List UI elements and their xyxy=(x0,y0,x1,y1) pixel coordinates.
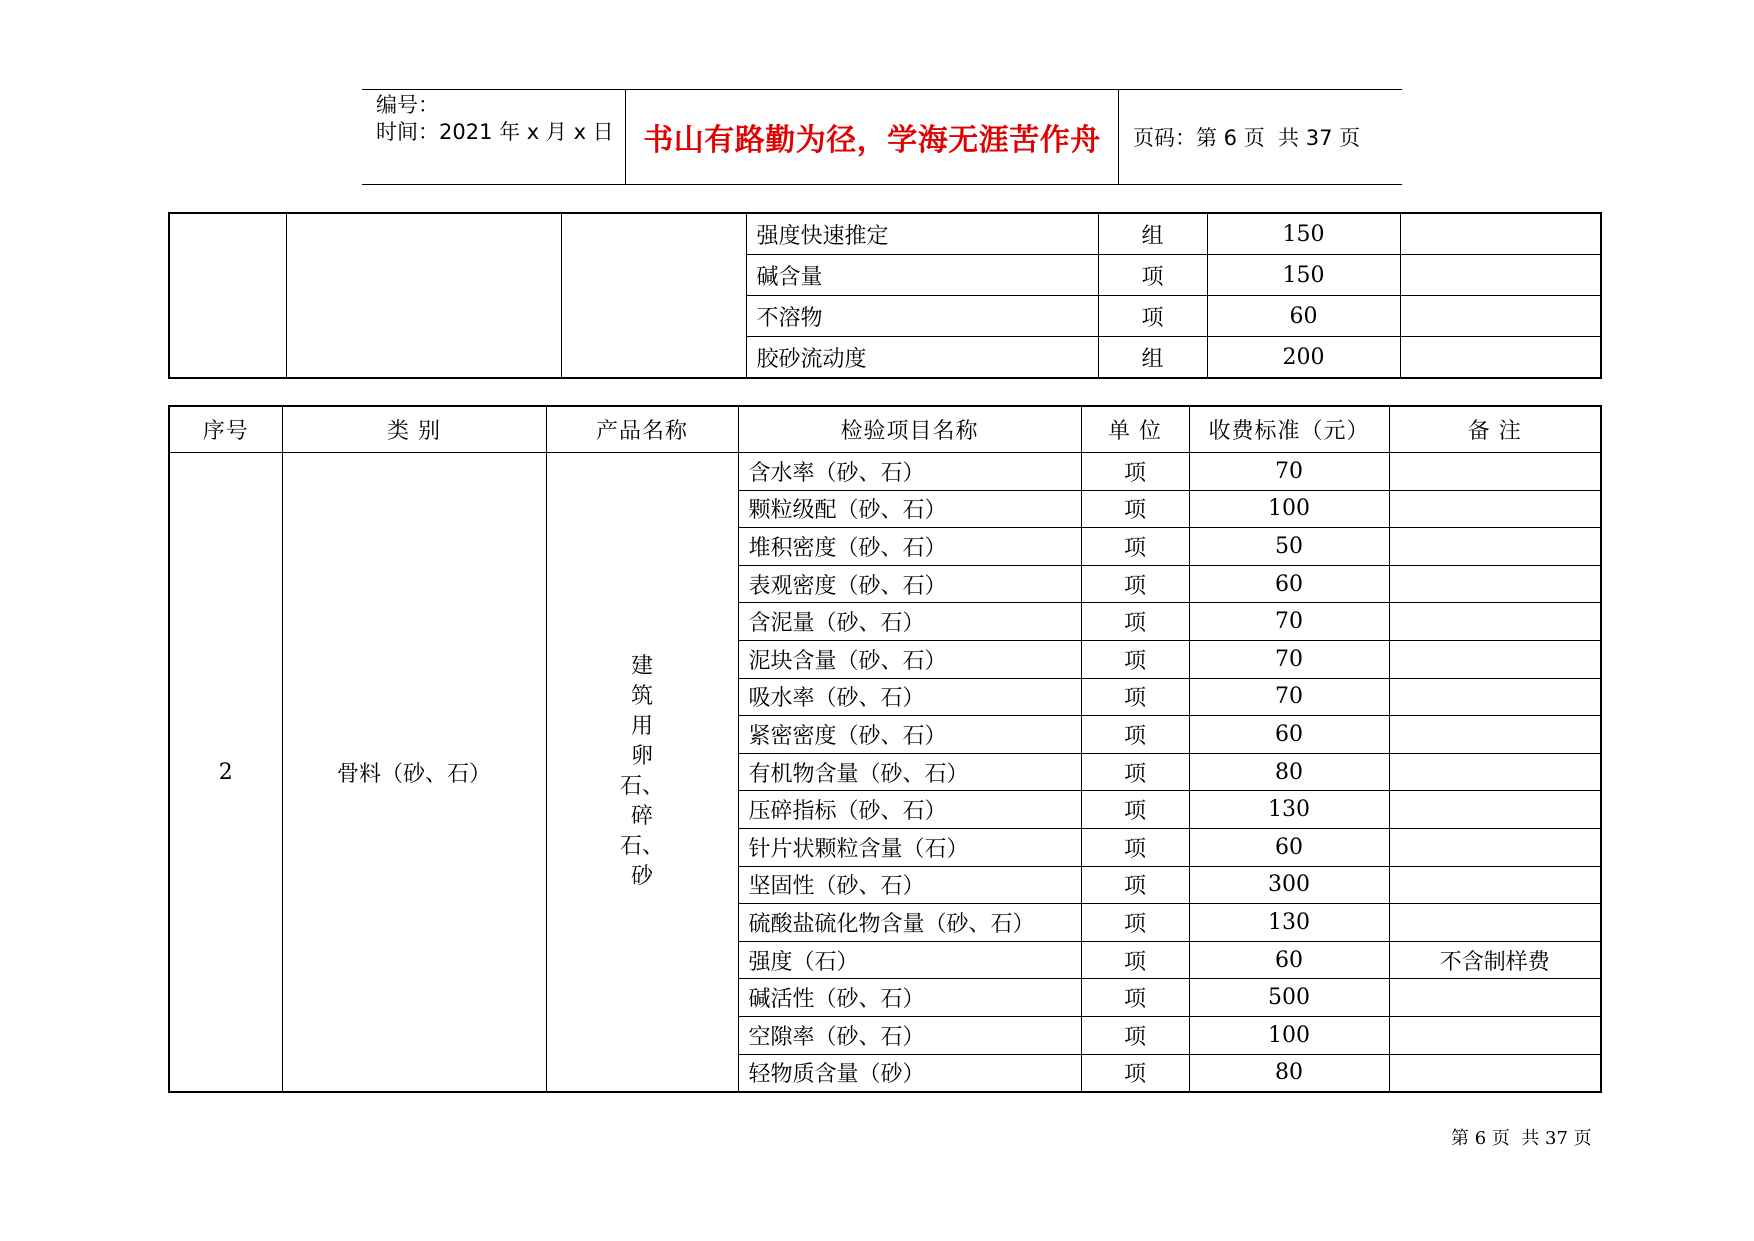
unit-cell: 组 xyxy=(1098,213,1207,255)
unit-cell: 项 xyxy=(1081,941,1189,979)
fee-cell: 60 xyxy=(1207,296,1400,337)
unit-cell: 项 xyxy=(1081,1054,1189,1092)
unit-cell: 项 xyxy=(1081,1016,1189,1054)
fee-cell: 70 xyxy=(1189,603,1389,641)
unit-cell: 项 xyxy=(1081,565,1189,603)
item-cell: 有机物含量（砂、石） xyxy=(738,753,1081,791)
category-cell xyxy=(286,213,561,378)
note-cell xyxy=(1389,528,1601,566)
unit-cell: 项 xyxy=(1081,490,1189,528)
fee-cell: 60 xyxy=(1189,565,1389,603)
unit-cell: 项 xyxy=(1081,528,1189,566)
item-cell: 吸水率（砂、石） xyxy=(738,678,1081,716)
note-cell xyxy=(1389,565,1601,603)
item-cell: 针片状颗粒含量（石） xyxy=(738,828,1081,866)
note-cell xyxy=(1389,828,1601,866)
item-cell: 堆积密度（砂、石） xyxy=(738,528,1081,566)
note-cell xyxy=(1400,296,1601,337)
header-meta xyxy=(362,90,626,184)
fee-cell: 50 xyxy=(1189,528,1389,566)
fee-cell: 80 xyxy=(1189,1054,1389,1092)
product-name-char: 用 xyxy=(630,714,653,740)
note-cell: 不含制样费 xyxy=(1389,941,1601,979)
fee-cell: 60 xyxy=(1189,828,1389,866)
note-cell xyxy=(1389,1054,1601,1092)
fee-cell: 70 xyxy=(1189,640,1389,678)
item-cell: 紧密密度（砂、石） xyxy=(738,716,1081,754)
header-page-info xyxy=(1119,90,1402,184)
page-header xyxy=(362,89,1402,185)
product-name-char: 卵 xyxy=(630,744,653,770)
product-name-char: 建 xyxy=(630,654,653,680)
fee-cell: 150 xyxy=(1207,255,1400,296)
number-label: 编号： xyxy=(376,93,439,117)
time-label: 时间：2021 年 x 月 x 日 xyxy=(376,120,614,144)
note-cell xyxy=(1389,640,1601,678)
note-cell xyxy=(1389,678,1601,716)
note-cell xyxy=(1389,490,1601,528)
note-cell xyxy=(1389,979,1601,1017)
fee-cell: 150 xyxy=(1207,213,1400,255)
item-cell: 强度（石） xyxy=(738,941,1081,979)
col-category: 类 别 xyxy=(282,406,546,453)
unit-cell: 项 xyxy=(1081,828,1189,866)
product-name-char: 石、 xyxy=(619,774,664,800)
note-cell xyxy=(1389,904,1601,942)
fee-cell: 100 xyxy=(1189,1016,1389,1054)
item-cell: 硫酸盐硫化物含量（砂、石） xyxy=(738,904,1081,942)
category-cell: 骨料（砂、石） xyxy=(282,453,546,1093)
fee-cell: 70 xyxy=(1189,453,1389,491)
fee-cell: 80 xyxy=(1189,753,1389,791)
unit-cell: 项 xyxy=(1081,640,1189,678)
table-row xyxy=(169,453,1601,491)
table-row xyxy=(169,213,1601,255)
unit-cell: 项 xyxy=(1081,603,1189,641)
unit-cell: 项 xyxy=(1081,453,1189,491)
fee-cell: 130 xyxy=(1189,791,1389,829)
fee-cell: 200 xyxy=(1207,337,1400,379)
seq-cell: 2 xyxy=(169,453,282,1093)
fee-table xyxy=(168,405,1602,1093)
header-motto: 书山有路勤为径，学海无涯苦作舟 xyxy=(626,90,1119,184)
product-cell xyxy=(561,213,746,378)
page-label: 页码：第 6 页 共 37 页 xyxy=(1133,126,1361,150)
unit-cell: 项 xyxy=(1081,979,1189,1017)
note-cell xyxy=(1400,213,1601,255)
table-header-row xyxy=(169,406,1601,453)
item-cell: 颗粒级配（砂、石） xyxy=(738,490,1081,528)
unit-cell: 项 xyxy=(1081,753,1189,791)
product-name-char: 砂 xyxy=(630,864,653,890)
note-cell xyxy=(1400,255,1601,296)
note-cell xyxy=(1389,453,1601,491)
unit-cell: 项 xyxy=(1098,296,1207,337)
item-cell: 碱含量 xyxy=(746,255,1098,296)
item-cell: 泥块含量（砂、石） xyxy=(738,640,1081,678)
item-cell: 胶砂流动度 xyxy=(746,337,1098,379)
item-cell: 碱活性（砂、石） xyxy=(738,979,1081,1017)
fee-cell: 60 xyxy=(1189,941,1389,979)
item-cell: 强度快速推定 xyxy=(746,213,1098,255)
note-cell xyxy=(1389,753,1601,791)
col-product: 产品名称 xyxy=(546,406,738,453)
item-cell: 压碎指标（砂、石） xyxy=(738,791,1081,829)
continued-table xyxy=(168,212,1602,379)
col-fee: 收费标准（元） xyxy=(1189,406,1389,453)
unit-cell: 项 xyxy=(1081,716,1189,754)
product-name-char: 筑 xyxy=(630,684,653,710)
product-name-char: 碎 xyxy=(630,804,653,830)
unit-cell: 组 xyxy=(1098,337,1207,379)
col-item: 检验项目名称 xyxy=(738,406,1081,453)
fee-cell: 70 xyxy=(1189,678,1389,716)
fee-cell: 300 xyxy=(1189,866,1389,904)
seq-cell xyxy=(169,213,286,378)
item-cell: 含泥量（砂、石） xyxy=(738,603,1081,641)
product-cell xyxy=(546,453,738,1093)
note-cell xyxy=(1389,1016,1601,1054)
note-cell xyxy=(1389,603,1601,641)
item-cell: 含水率（砂、石） xyxy=(738,453,1081,491)
item-cell: 轻物质含量（砂） xyxy=(738,1054,1081,1092)
unit-cell: 项 xyxy=(1098,255,1207,296)
col-note: 备 注 xyxy=(1389,406,1601,453)
product-name-char: 石、 xyxy=(619,834,664,860)
col-unit: 单 位 xyxy=(1081,406,1189,453)
item-cell: 不溶物 xyxy=(746,296,1098,337)
item-cell: 坚固性（砂、石） xyxy=(738,866,1081,904)
unit-cell: 项 xyxy=(1081,678,1189,716)
unit-cell: 项 xyxy=(1081,791,1189,829)
fee-cell: 60 xyxy=(1189,716,1389,754)
fee-cell: 130 xyxy=(1189,904,1389,942)
unit-cell: 项 xyxy=(1081,866,1189,904)
fee-cell: 500 xyxy=(1189,979,1389,1017)
col-seq: 序号 xyxy=(169,406,282,453)
fee-cell: 100 xyxy=(1189,490,1389,528)
page-footer: 第 6 页 共 37 页 xyxy=(1451,1128,1592,1149)
unit-cell: 项 xyxy=(1081,904,1189,942)
item-cell: 空隙率（砂、石） xyxy=(738,1016,1081,1054)
note-cell xyxy=(1389,716,1601,754)
item-cell: 表观密度（砂、石） xyxy=(738,565,1081,603)
note-cell xyxy=(1389,866,1601,904)
note-cell xyxy=(1389,791,1601,829)
note-cell xyxy=(1400,337,1601,379)
